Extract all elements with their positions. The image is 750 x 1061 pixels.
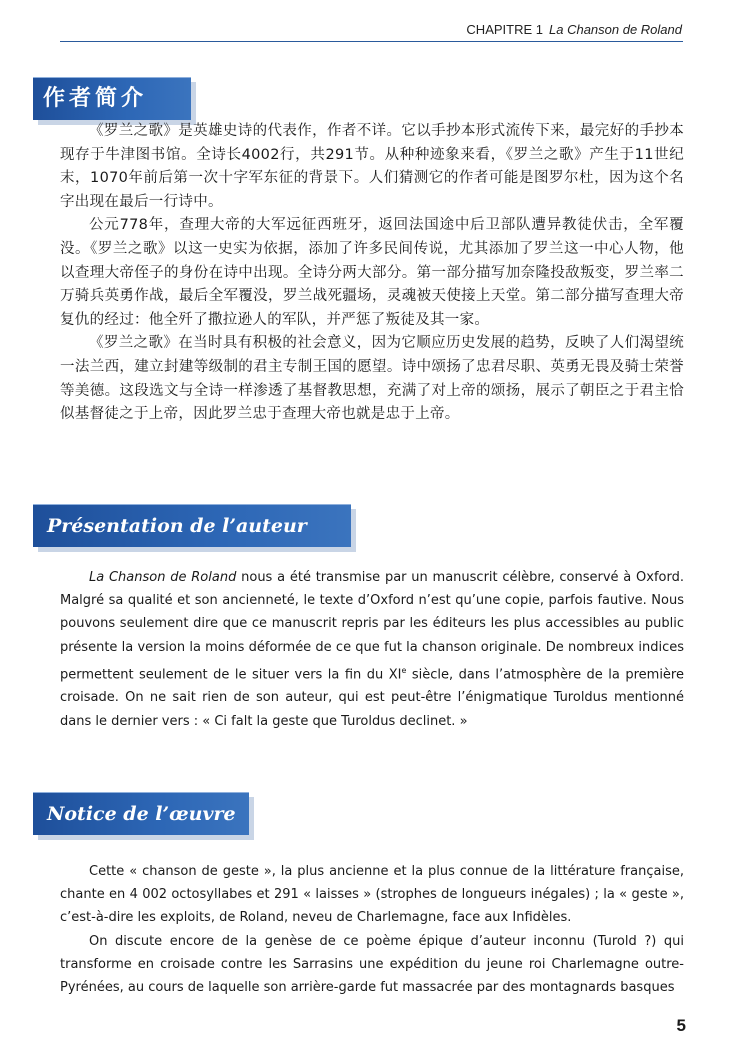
fr-paragraph-presentation xyxy=(60,566,684,733)
cn-paragraph-2: 公元778年，查理大帝的大军远征西班牙，返回法国途中后卫部队遭异教徒伏击，全军覆没。《罗兰之歌》以这一史实为依据，添加了许多民间传说，尤其添加了罗兰这一中心人物，他以查理大帝侄子的身份在诗中出现。全诗分两大部分。第一部分描写加奈隆投敌叛变，罗兰率二万骑兵英勇作战，最后全军覆没，罗兰战死疆场，灵魂被天使接上天堂。第二部分描写查理大帝复仇的经过：他全歼了撒拉逊人的军队，并严惩了叛徒及其一家。 xyxy=(60,217,684,328)
century-superscript: e xyxy=(401,665,407,675)
section-heading-cn: 作者简介 xyxy=(43,86,148,111)
fr-paragraph-notice-1: Cette « chanson de geste », la plus ancienne et la plus connue de la littérature française, chante en 4 002 octosyllabes et 291 « laisses » (strophes de longueurs inégales) ; la « geste », c’est-à-dire les exploits, de Roland, neveu de Charlemagne, face aux Infidèles. xyxy=(60,864,684,926)
page-number: 5 xyxy=(676,1016,686,1035)
presentation-auteur-text xyxy=(60,566,684,733)
chapter-title: La Chanson de Roland xyxy=(549,22,682,37)
fr-paragraph-notice-2: On discute encore de la genèse de ce poème épique d’auteur inconnu (Turold ?) qui transforme en croisade contre les Sarrasins une expédition du jeune roi Charlemagne outre-Pyrénées, au cours de laquelle son arrière-garde fut massacrée par des montagnards basques xyxy=(60,933,684,996)
notice-oeuvre-text xyxy=(60,860,684,999)
cn-paragraph-1: 《罗兰之歌》是英雄史诗的代表作，作者不详。它以手抄本形式流传下来，最完好的手抄本现存于牛津图书馆。全诗长4002行，共291节。从种种迹象来看，《罗兰之歌》产生于11世纪末，1070年前后第一次十字军东征的背景下。人们猜测它的作者可能是图罗尔杜，因为这个名字出现在最后一行诗中。 xyxy=(60,123,684,210)
header-rule xyxy=(60,41,683,42)
running-header xyxy=(0,0,750,44)
chapter-label: CHAPITRE 1 xyxy=(466,22,543,37)
section-heading-presentation: Présentation de l’auteur xyxy=(47,515,307,537)
cn-paragraph-3: 《罗兰之歌》在当时具有积极的社会意义，因为它顺应历史发展的趋势，反映了人们渴望统一法兰西，建立封建等级制的君主专制王国的愿望。诗中颂扬了忠君尽职、英勇无畏及骑士荣誉等美德。这段选文与全诗一样渗透了基督教思想，充满了对上帝的颂扬，展示了朝臣之于君主恰似基督徒之于上帝，因此罗兰忠于查理大帝也就是忠于上帝。 xyxy=(60,335,684,423)
presentation-text-b: siècle, dans l’atmosphère de la première croisade. On ne sait rien de son auteur, qui est peut-être l’énigmatique Turoldus mentionné dans le dernier vers : « Ci falt la geste que Turoldus declinet. » xyxy=(60,667,684,729)
section-heading-notice: Notice de l’œuvre xyxy=(47,803,236,825)
section-banner-presentation-auteur xyxy=(33,504,351,547)
running-header-text xyxy=(466,22,682,37)
section-banner-author-intro-cn xyxy=(33,77,191,120)
section-banner-notice-oeuvre xyxy=(33,792,249,835)
author-intro-cn-text xyxy=(60,120,684,427)
presentation-text-a: nous a été transmise par un manuscrit célèbre, conservé à Oxford. Malgré sa qualité et son ancienneté, le texte d’Oxford n’est qu’une copie, parfois fautive. Nous pouvons seulement dire que ce manuscrit repris par les éditeurs les plus accessibles au public présente la version la moins déformée de ce que fut la chanson originale. De nombreux indices permettent seulement de le situer vers la fin du XI xyxy=(60,570,685,683)
work-title-italic: La Chanson de Roland xyxy=(89,570,237,585)
